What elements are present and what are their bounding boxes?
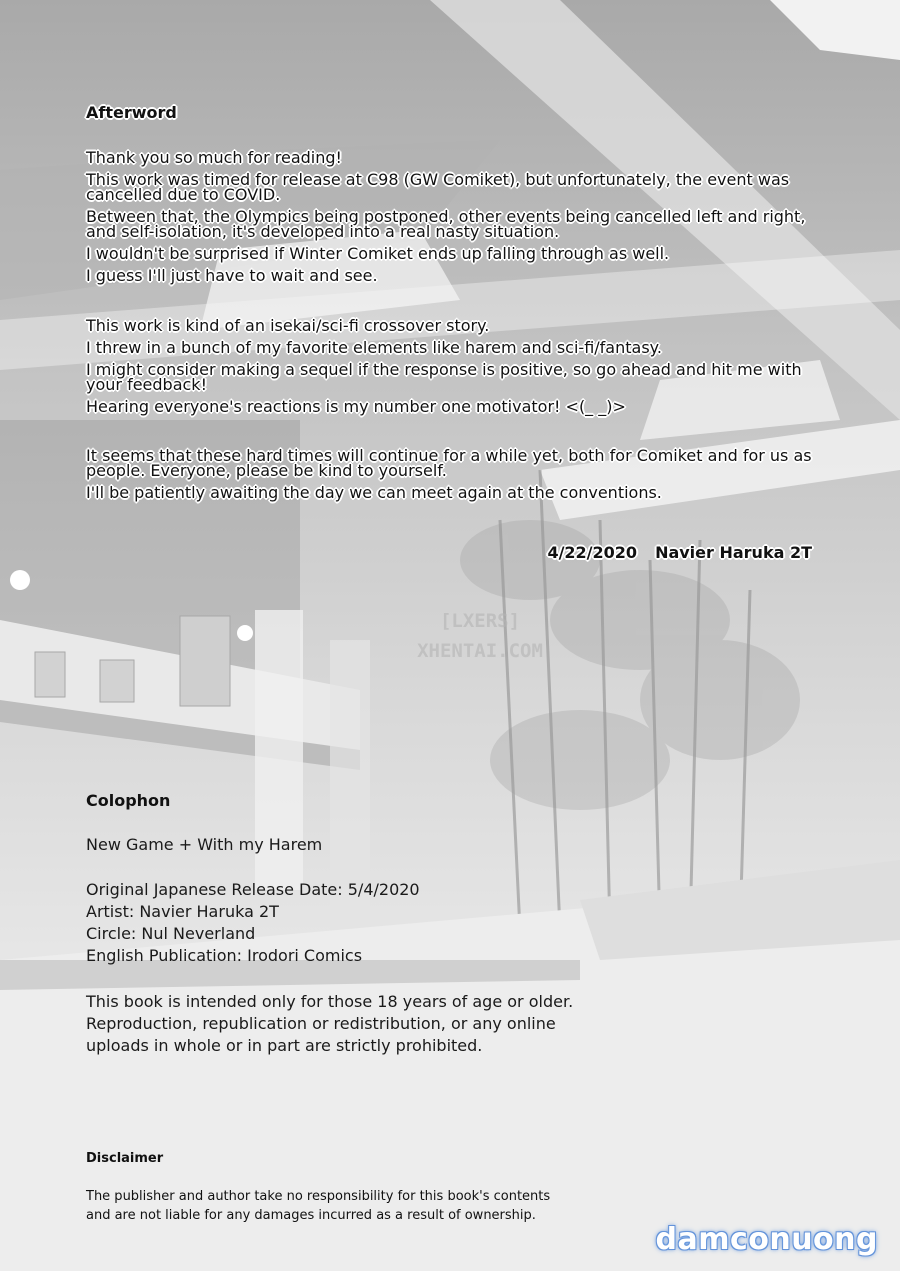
artist-credit: Artist: Navier Haruka 2T [86, 902, 279, 921]
disclaimer-title: Disclaimer [86, 1151, 164, 1166]
publication-credit: English Publication: Irodori Comics [86, 946, 363, 965]
signature-date: 4/22/2020 [547, 543, 638, 562]
afterword-paragraph: It seems that these hard times will continue for a while yet, both for Comiket and for us as people. Everyone, please be kind to yourself. [86, 446, 812, 480]
afterword-title: Afterword [86, 103, 177, 122]
afterword-body-block-3 [86, 448, 826, 507]
afterword-paragraph: I'll be patiently awaiting the day we can meet again at the conventions. [86, 483, 662, 502]
afterword-paragraph: I wouldn't be surprised if Winter Comiket ends up falling through as well. [86, 244, 670, 263]
signature-author: Navier Haruka 2T [655, 543, 812, 562]
circle-credit: Circle: Nul Neverland [86, 924, 256, 943]
afterword-paragraph: I threw in a bunch of my favorite elements like harem and sci-fi/fantasy. [86, 338, 662, 357]
colophon-notice [86, 991, 573, 1057]
afterword-paragraph: Between that, the Olympics being postponed, other events being cancelled left and right, and self-isolation, it's developed into a real nasty situation. [86, 207, 806, 241]
disclaimer-body [86, 1187, 550, 1225]
colophon-credits [86, 879, 420, 967]
afterword-paragraph: This work is kind of an isekai/sci-fi crossover story. [86, 316, 490, 335]
watermark-line: XHENTAI.COM [417, 640, 543, 662]
afterword-body-block-2 [86, 318, 826, 421]
reproduction-notice: Reproduction, republication or redistribution, or any online [86, 1014, 556, 1033]
afterword-signature [547, 543, 812, 562]
colophon-title: Colophon [86, 791, 171, 810]
release-date: Original Japanese Release Date: 5/4/2020 [86, 880, 420, 899]
colophon-book-title [86, 834, 322, 856]
reproduction-notice: uploads in whole or in part are strictly prohibited. [86, 1036, 483, 1055]
afterword-paragraph: I might consider making a sequel if the response is positive, so go ahead and hit me with your feedback! [86, 360, 802, 394]
book-title: New Game + With my Harem [86, 835, 323, 854]
afterword-body-block-1 [86, 150, 826, 290]
scan-watermark [400, 606, 560, 666]
disclaimer-line: The publisher and author take no responsibility for this book's contents [86, 1189, 551, 1204]
watermark-line: [LXERS] [439, 610, 521, 632]
afterword-paragraph: I guess I'll just have to wait and see. [86, 266, 378, 285]
afterword-paragraph: This work was timed for release at C98 (GW Comiket), but unfortunately, the event was cancelled due to COVID. [86, 170, 790, 204]
age-notice: This book is intended only for those 18 years of age or older. [86, 992, 574, 1011]
disclaimer-line: and are not liable for any damages incurred as a result of ownership. [86, 1208, 536, 1223]
site-logo: damconuong [655, 1222, 878, 1257]
afterword-paragraph: Thank you so much for reading! [86, 148, 342, 167]
afterword-paragraph: Hearing everyone's reactions is my number one motivator! <(_ _)> [86, 397, 626, 416]
